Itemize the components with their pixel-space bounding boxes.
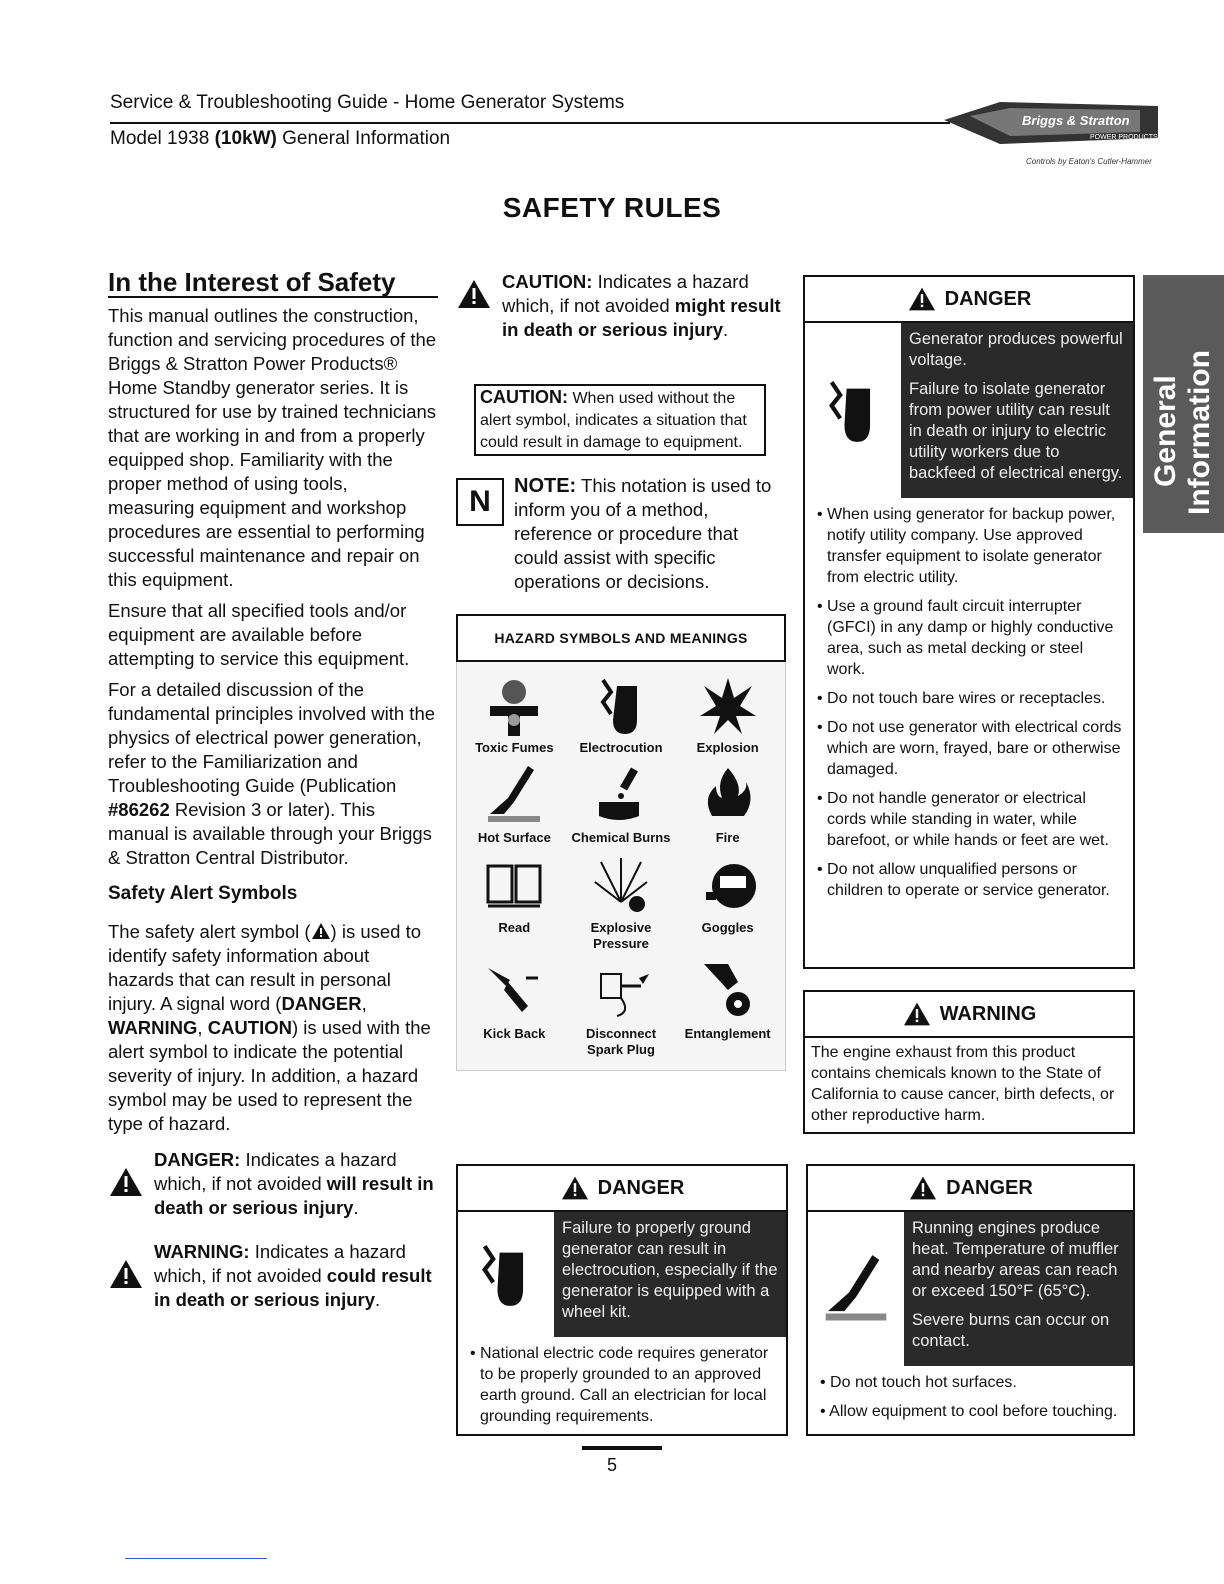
electrocution-icon (591, 672, 651, 738)
warning-box-header: WARNING (805, 992, 1133, 1038)
hot-surface-icon (484, 762, 544, 828)
hazard-hot-surface: Hot Surface (461, 762, 568, 846)
hazard-electrocution: Electrocution (568, 672, 675, 756)
electrocution-icon (458, 1212, 554, 1337)
danger-box-warning-text: Generator produces powerful voltage. Failure to isolate generator from power utility can result in death or injury to electric utility workers due to backfeed of electrical energy. (901, 323, 1133, 498)
header-title: Service & Troubleshooting Guide - Home Generator Systems (110, 92, 625, 113)
explosion-icon (698, 672, 758, 738)
goggles-icon (698, 852, 758, 918)
explosive-pressure-icon (591, 852, 651, 918)
alert-triangle-icon (108, 1166, 144, 1198)
chemical-burns-icon (591, 762, 651, 828)
note-definition: N NOTE: This notation is used to inform you of a method, reference or procedure that could assist with specific operations or decisions. (456, 474, 786, 594)
read-manual-icon (484, 852, 544, 918)
danger-box-header: DANGER (808, 1166, 1133, 1212)
danger-box-warning-text: Running engines produce heat. Temperature of muffler and nearby areas can reach or exceed 150°F (65°C). Severe burns can occur on contact. (904, 1212, 1133, 1366)
hazard-kick-back: Kick Back (461, 958, 568, 1058)
briggs-logo (940, 92, 1160, 172)
danger-box-instructions: • When using generator for backup power, notify utility company. Use approved transfer equipment to isolate generator from electric utility. • Use a ground fault circuit interrupter (GFCI) in any damp or highly conductive area, such as metal decking or steel work. • Do not touch bare wires or receptacles. • Do not use generator with electrical cords which are worn, frayed, bare or otherwise damaged. • Do not handle generator or electrical cords while standing in water, while barefoot, or while hands or feet are wet. • Do not allow unqualified persons or children to operate or service generator. (817, 506, 1122, 899)
warning-box-california (803, 990, 1135, 1134)
danger-box-instructions: • Do not touch hot surfaces. • Allow equipment to cool before touching. (820, 1374, 1118, 1420)
caution-box: CAUTION: When used without the alert symbol, indicates a situation that could result in damage to equipment. (474, 384, 766, 456)
svg-text:POWER PRODUCTS: POWER PRODUCTS (1090, 134, 1158, 141)
danger-box-voltage (803, 275, 1135, 969)
intro-column (108, 267, 438, 1312)
alert-triangle-icon (902, 1001, 932, 1027)
toxic-fumes-icon (484, 672, 544, 738)
reference-paragraph: For a detailed discussion of the fundamental principles involved with the physics of electrical power generation, refer to the Familiarization and Troubleshooting Guide (Publication #86262 Revision 3 or later). This manual is available through your Briggs & Stratton Central Distributor. (108, 679, 436, 868)
hazard-goggles: Goggles (674, 852, 781, 952)
symbols-column (456, 270, 786, 1071)
warning-box-text: The engine exhaust from this product contains chemicals known to the State of California to cause cancer, birth defects, or other reproductive harm. (811, 1044, 1115, 1124)
spark-plug-icon (591, 958, 651, 1024)
danger-box-hot-surface (806, 1164, 1135, 1436)
section-heading: In the Interest of Safety (108, 270, 438, 298)
danger-definition: DANGER: Indicates a hazard which, if not avoided will result in death or serious injury. (108, 1148, 438, 1220)
alert-triangle-icon (311, 922, 331, 940)
page-title: SAFETY RULES (502, 192, 722, 223)
hazard-symbols-title: HAZARD SYMBOLS AND MEANINGS (456, 614, 786, 662)
fire-icon (698, 762, 758, 828)
danger-box-header: DANGER (458, 1166, 786, 1212)
alert-triangle-icon (907, 286, 937, 312)
alert-triangle-icon (108, 1258, 144, 1290)
tools-paragraph: Ensure that all specified tools and/or equipment are available before attempting to service this equipment. (108, 600, 410, 669)
warning-definition: WARNING: Indicates a hazard which, if not avoided could result in death or serious injury. (108, 1240, 438, 1312)
danger-box-warning-text: Failure to properly ground generator can result in electrocution, especially if the generator is equipped with a wheel kit. (554, 1212, 786, 1337)
hazard-toxic-fumes: Toxic Fumes (461, 672, 568, 756)
electrocution-icon (805, 323, 901, 498)
header-subtitle: Model 1938 (10kW) General Information (110, 128, 451, 149)
hazard-explosion: Explosion (674, 672, 781, 756)
kick-back-icon (484, 958, 544, 1024)
alert-symbol-paragraph: The safety alert symbol ( ) is used to identify safety information about hazards that can result in personal injury. A signal word (DANGER, WARNING, CAUTION) is used with the alert symbol to indicate the potential severity of injury. In addition, a hazard symbol may be used to represent the type of hazard. (108, 921, 431, 1134)
hot-surface-icon (808, 1212, 904, 1366)
danger-box-instructions: • National electric code requires generator to be properly grounded to an approved earth ground. Call an electrician for local grounding requirements. (470, 1345, 769, 1425)
note-icon: N (456, 478, 504, 526)
entanglement-icon (698, 958, 758, 1024)
alert-triangle-icon (908, 1175, 938, 1201)
caution-definition: CAUTION: Indicates a hazard which, if not avoided might result in death or serious injury. (456, 270, 786, 342)
page-number: 5 (606, 1455, 617, 1475)
safety-alert-heading: Safety Alert Symbols (108, 883, 298, 904)
page-number-rule (582, 1446, 662, 1450)
hazard-explosive-pressure: Explosive Pressure (568, 852, 675, 952)
svg-text:Controls by Eaton's Cutler-Ham: Controls by Eaton's Cutler-Hammer (1026, 157, 1152, 166)
section-tab: General Information (1143, 275, 1224, 533)
hazard-symbols-grid (456, 662, 786, 1071)
danger-box-grounding (456, 1164, 788, 1436)
alert-triangle-icon (560, 1175, 590, 1201)
hazard-fire: Fire (674, 762, 781, 846)
hazard-chemical-burns: Chemical Burns (568, 762, 675, 846)
footer-line (125, 1558, 267, 1559)
hazard-disconnect-spark-plug: Disconnect Spark Plug (568, 958, 675, 1058)
svg-text:Briggs & Stratton: Briggs & Stratton (1022, 113, 1130, 128)
alert-triangle-icon (456, 278, 492, 310)
hazard-entanglement: Entanglement (674, 958, 781, 1058)
intro-paragraph: This manual outlines the construction, function and servicing procedures of the Briggs & Stratton Power Products® Home Standby generator series. It is structured for use by trained technicians that are working in and from a properly equipped shop. Familiarity with the proper method of using tools, measuring equipment and workshop procedures are essential to performing successful maintenance and repair on this equipment. (108, 305, 437, 590)
header-rule (110, 122, 950, 124)
hazard-read: Read (461, 852, 568, 952)
danger-box-header: DANGER (805, 277, 1133, 323)
